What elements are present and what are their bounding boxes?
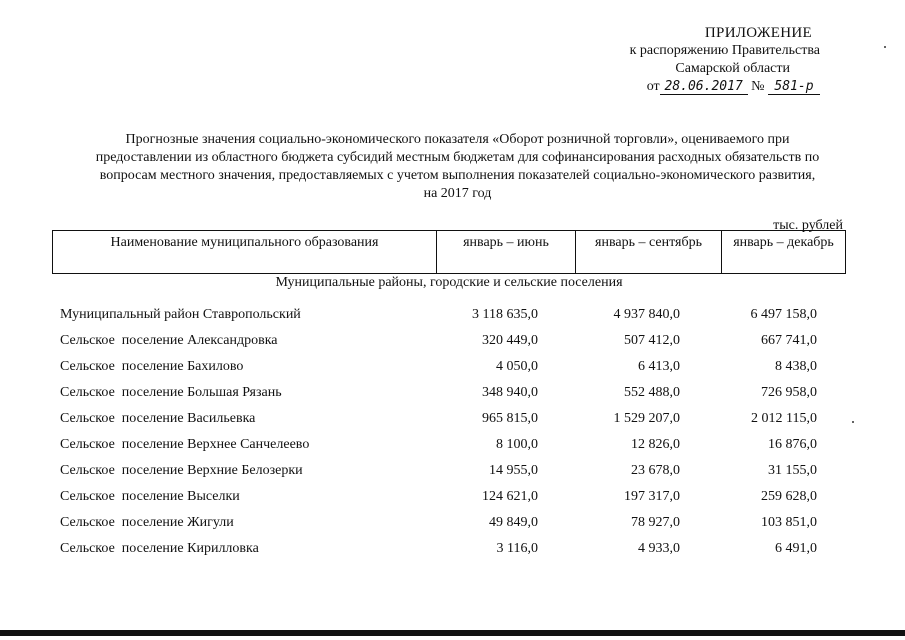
value-jan-dec: 16 876,0 (768, 437, 817, 452)
row-name: Сельское поселение Александровка (60, 333, 278, 348)
value-jan-jun: 4 050,0 (496, 359, 538, 374)
appendix-line-2: Самарской области (675, 61, 790, 76)
heading-line-1: Прогнозные значения социально-экономического показателя «Оборот розничной торговли», оцениваемого при (125, 132, 790, 147)
value-jan-dec: 2 012 115,0 (751, 411, 817, 426)
header-jan-jun: январь – июнь (437, 231, 576, 274)
table-header (52, 230, 846, 274)
value-jan-sep: 507 412,0 (624, 333, 680, 348)
value-jan-jun: 8 100,0 (496, 437, 538, 452)
row-name: Сельское поселение Бахилово (60, 359, 244, 374)
value-jan-sep: 4 933,0 (638, 541, 680, 556)
value-jan-jun: 320 449,0 (482, 333, 538, 348)
table-row (60, 333, 840, 359)
document-heading (70, 131, 845, 203)
value-jan-dec: 667 741,0 (761, 333, 817, 348)
units-label: тыс. рублей (773, 218, 843, 233)
heading-line-4: на 2017 год (423, 186, 492, 201)
table-row (60, 307, 840, 333)
value-jan-jun: 3 116,0 (496, 541, 538, 556)
value-jan-sep: 1 529 207,0 (613, 411, 680, 426)
value-jan-dec: 726 958,0 (761, 385, 817, 400)
header-jan-dec: январь – декабрь (722, 231, 846, 274)
section-title: Муниципальные районы, городские и сельские поселения (275, 275, 623, 290)
table-row (60, 385, 840, 411)
value-jan-jun: 14 955,0 (489, 463, 538, 478)
date-prefix: от (646, 79, 660, 94)
handwritten-date: 28.06.2017 (660, 80, 748, 95)
row-name: Сельское поселение Выселки (60, 489, 240, 504)
value-jan-sep: 197 317,0 (624, 489, 680, 504)
appendix-line-1: к распоряжению Правительства (629, 43, 820, 58)
handwritten-number: 581-р (768, 80, 820, 95)
value-jan-dec: 6 497 158,0 (750, 307, 817, 322)
value-jan-sep: 78 927,0 (631, 515, 680, 530)
value-jan-dec: 6 491,0 (775, 541, 817, 556)
table-row (60, 489, 840, 515)
header-name: Наименование муниципального образования (53, 231, 437, 274)
value-jan-dec: 259 628,0 (761, 489, 817, 504)
row-name: Сельское поселение Верхние Белозерки (60, 463, 303, 478)
value-jan-jun: 124 621,0 (482, 489, 538, 504)
number-prefix: № (751, 79, 765, 94)
header-jan-sep: январь – сентябрь (576, 231, 722, 274)
heading-line-2: предоставлении из областного бюджета субсидий местным бюджетам для софинансирования расходных обязательств по (95, 150, 820, 165)
table-row (60, 515, 840, 541)
value-jan-jun: 49 849,0 (489, 515, 538, 530)
row-name: Сельское поселение Васильевка (60, 411, 256, 426)
value-jan-dec: 103 851,0 (761, 515, 817, 530)
heading-line-3: вопросам местного значения, предоставляемых с учетом выполнения показателей социально-экономического развития, (99, 168, 816, 183)
value-jan-jun: 3 118 635,0 (472, 307, 538, 322)
value-jan-sep: 6 413,0 (638, 359, 680, 374)
row-name: Сельское поселение Большая Рязань (60, 385, 282, 400)
value-jan-sep: 4 937 840,0 (613, 307, 680, 322)
row-name: Муниципальный район Ставропольский (60, 307, 301, 322)
table-row (60, 359, 840, 385)
value-jan-sep: 12 826,0 (631, 437, 680, 452)
scan-speck (884, 46, 886, 48)
value-jan-sep: 552 488,0 (624, 385, 680, 400)
table-row (60, 541, 840, 567)
appendix-block (590, 24, 820, 96)
value-jan-jun: 348 940,0 (482, 385, 538, 400)
row-name: Сельское поселение Кирилловка (60, 541, 259, 556)
appendix-title: ПРИЛОЖЕНИЕ (704, 25, 812, 41)
scan-speck (852, 421, 854, 423)
table-body (60, 307, 840, 567)
row-name: Сельское поселение Жигули (60, 515, 234, 530)
row-name: Сельское поселение Верхнее Санчелеево (60, 437, 310, 452)
scan-bottom-edge (0, 630, 905, 636)
value-jan-dec: 8 438,0 (775, 359, 817, 374)
table-row (60, 463, 840, 489)
value-jan-sep: 23 678,0 (631, 463, 680, 478)
table-row (60, 411, 840, 437)
table-row (60, 437, 840, 463)
value-jan-jun: 965 815,0 (482, 411, 538, 426)
appendix-date-line (590, 78, 820, 96)
value-jan-dec: 31 155,0 (768, 463, 817, 478)
